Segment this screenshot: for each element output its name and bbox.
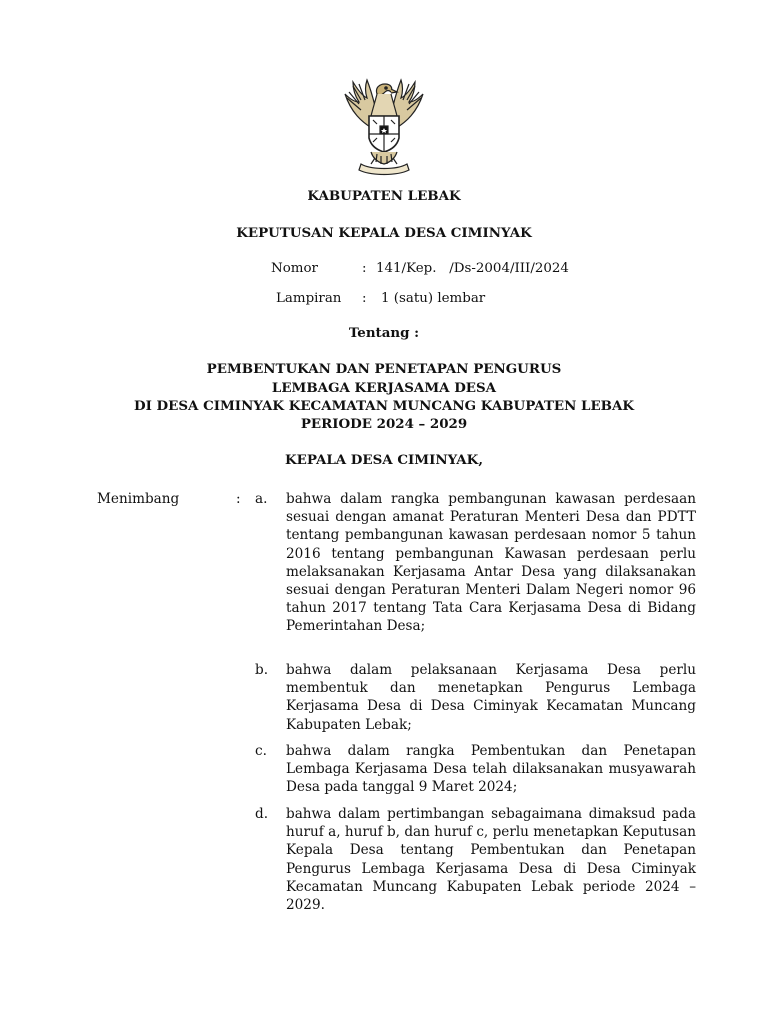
subject-line-1: PEMBENTUKAN DAN PENETAPAN PENGURUS [206,361,562,377]
menimbang-separator: : [236,491,241,507]
authority-heading: KEPALA DESA CIMINYAK, [285,452,483,468]
tentang-heading: Tentang : [348,325,420,341]
nomor-label: Nomor [271,261,318,276]
lampiran-value: 1 (satu) lembar [381,291,486,306]
considering-item-c: bahwa dalam rangka Pembentukan dan Penetapan Lembaga Kerjasama Desa telah dilaksanakan musyawarah Desa pada tanggal 9 Maret 2024; [286,743,696,796]
subject-line-3: DI DESA CIMINYAK KECAMATAN MUNCANG KABUPATEN LEBAK [133,398,634,414]
nomor-separator: : [362,261,367,276]
item-letter: b. [255,662,269,678]
lampiran-separator: : [362,291,367,306]
considering-item-a: bahwa dalam rangka pembangunan kawasan perdesaan sesuai dengan amanat Peraturan Menteri Desa dan PDTT tentang pembangunan kawasan perdesaan nomor 5 tahun 2016 tentang pembangunan Kawasan perdesaan perlu melaksanakan Kerjasama Antar Desa yang dilaksanakan sesuai dengan Peraturan Menteri Dalam Negeri nomor 96 tahun 2017 tentang Tata Cara Kerjasama Desa di Bidang Pemerintahan Desa; [286,491,696,635]
item-letter: a. [255,491,268,507]
subject-line-2: LEMBAGA KERJASAMA DESA [271,380,497,396]
region-heading: KABUPATEN LEBAK [307,188,461,204]
considering-item-b: bahwa dalam pelaksanaan Kerjasama Desa perlu membentuk dan menetapkan Pengurus Lembaga Kerjasama Desa di Desa Ciminyak Kecamatan Muncang Kabupaten Lebak; [286,662,696,733]
item-letter: d. [255,806,269,822]
garuda-emblem-icon [331,72,437,178]
nomor-value: 141/Kep. /Ds-2004/III/2024 [376,261,569,276]
decree-title: KEPUTUSAN KEPALA DESA CIMINYAK [236,225,532,241]
item-letter: c. [255,743,267,759]
lampiran-label: Lampiran [276,291,342,306]
considering-item-d: bahwa dalam pertimbangan sebagaimana dimaksud pada huruf a, huruf b, dan huruf c, perlu menetapkan Keputusan Kepala Desa tentang Pembentukan dan Penetapan Pengurus Lembaga Kerjasama Desa di Desa Ciminyak Kecamatan Muncang Kabupaten Lebak periode 2024 – 2029. [286,806,697,914]
subject-line-4: PERIODE 2024 – 2029 [300,416,468,432]
menimbang-label: Menimbang [97,491,180,507]
